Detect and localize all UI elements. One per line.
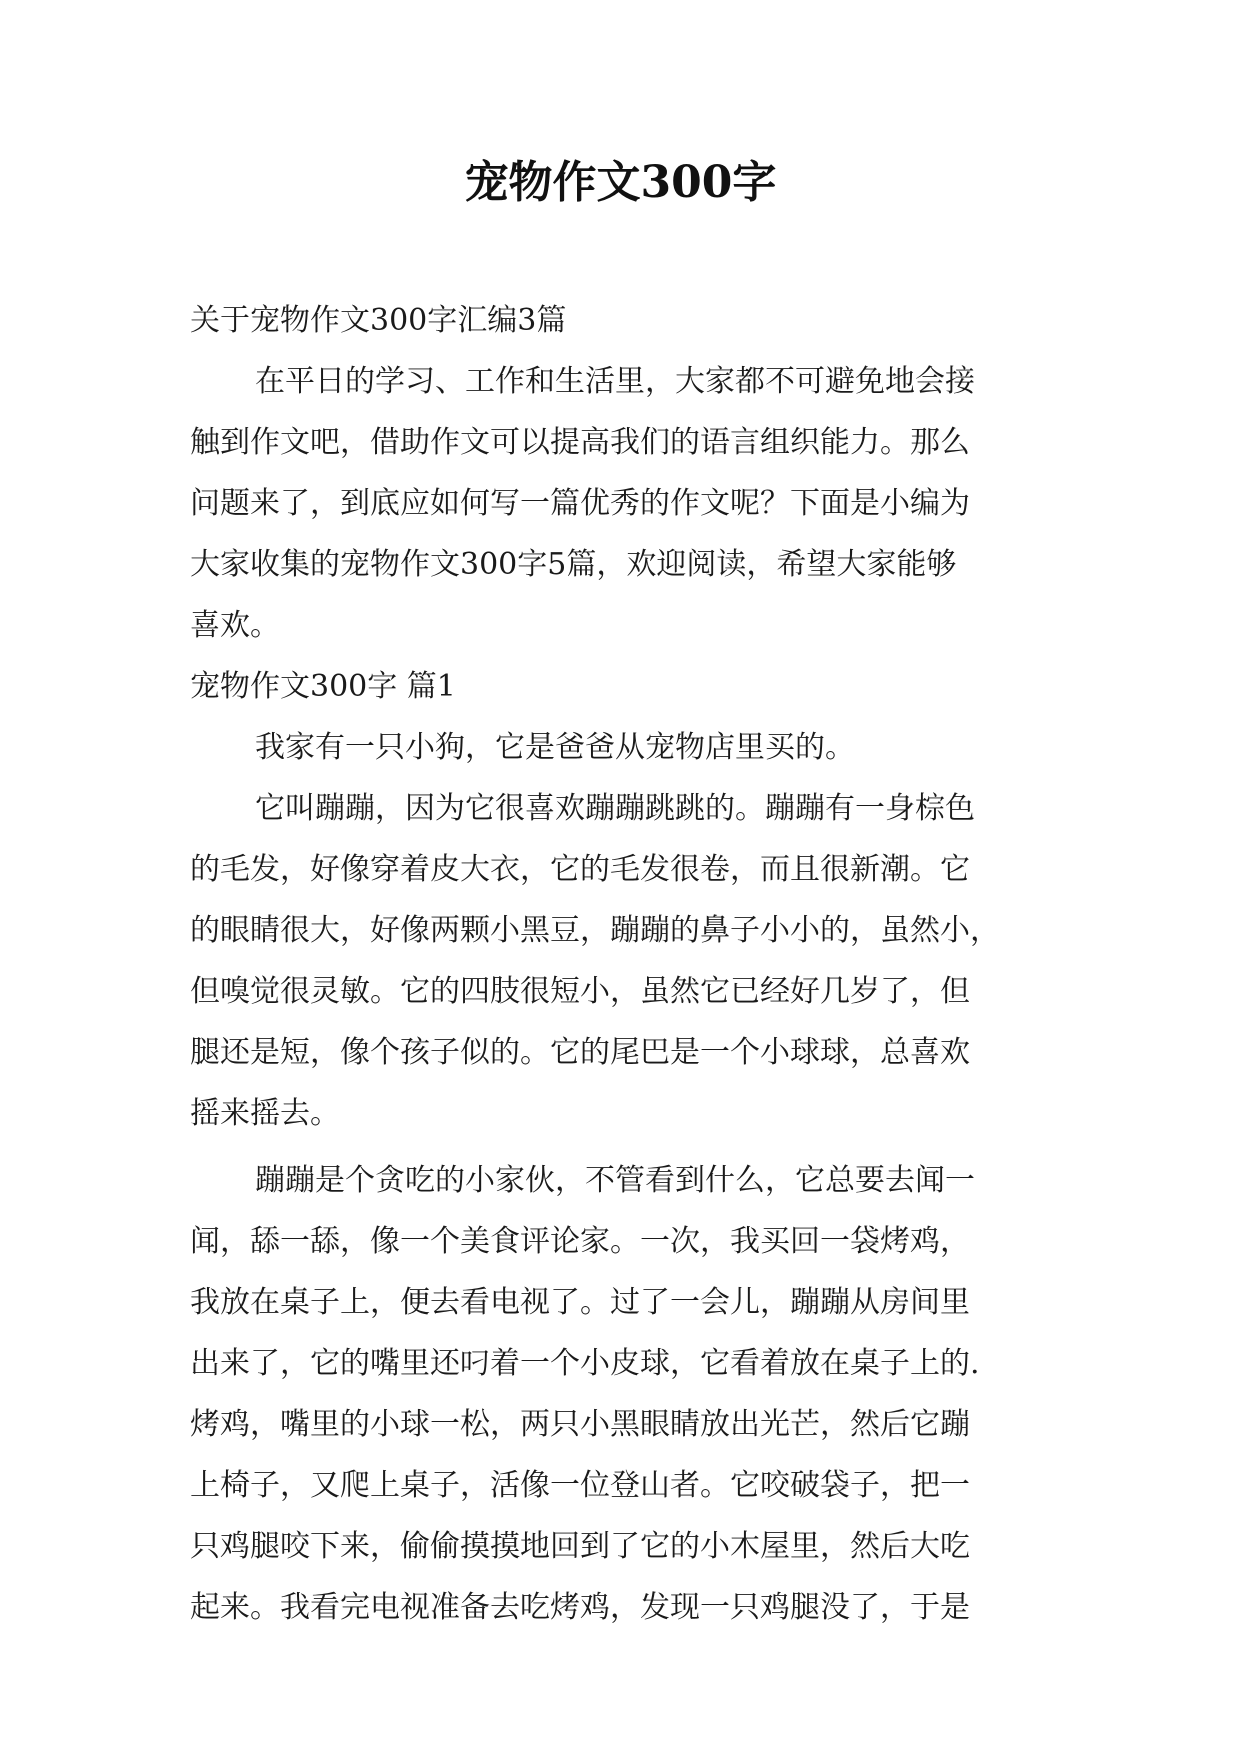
paragraph-line: 大家收集的宠物作文300字5篇，欢迎阅读，希望大家能够 [190,547,957,582]
paragraph-line: 我放在桌子上，便去看电视了。过了一会儿，蹦蹦从房间里 [190,1285,970,1320]
paragraph-line: 上椅子，又爬上桌子，活像一位登山者。它咬破袋子，把一 [190,1468,970,1503]
paragraph-line: 只鸡腿咬下来，偷偷摸摸地回到了它的小木屋里，然后大吃 [190,1529,970,1564]
paragraph-line: 起来。我看完电视准备去吃烤鸡，发现一只鸡腿没了，于是 [190,1590,970,1625]
paragraph-line: 摇来摇去。 [190,1096,340,1131]
paragraph-line: 的眼睛很大，好像两颗小黑豆，蹦蹦的鼻子小小的，虽然小， [190,913,1000,948]
document-title: 宠物作文300字 [464,157,777,208]
paragraph-line: 在平日的学习、工作和生活里，大家都不可避免地会接 [255,364,975,399]
paragraph-line: 触到作文吧，借助作文可以提高我们的语言组织能力。那么 [190,425,970,460]
paragraph-line: 喜欢。 [190,608,280,643]
paragraph-line: 腿还是短，像个孩子似的。它的尾巴是一个小球球，总喜欢 [190,1035,970,1070]
paragraph-line: 但嗅觉很灵敏。它的四肢很短小，虽然它已经好几岁了，但 [190,974,970,1009]
document-body [190,290,1056,1638]
paragraph-line: 出来了，它的嘴里还叼着一个小皮球，它看着放在桌子上的. [190,1346,980,1381]
paragraph-line: 烤鸡，嘴里的小球一松，两只小黑眼睛放出光芒，然后它蹦 [190,1407,970,1442]
section-heading: 宠物作文300字 篇1 [190,669,456,704]
paragraph-line: 蹦蹦是个贪吃的小家伙，不管看到什么，它总要去闻一 [255,1163,975,1198]
paragraph-line: 闻，舔一舔，像一个美食评论家。一次，我买回一袋烤鸡， [190,1224,970,1259]
paragraph-line: 问题来了，到底应如何写一篇优秀的作文呢？下面是小编为 [190,486,970,521]
paragraph-line: 我家有一只小狗，它是爸爸从宠物店里买的。 [255,730,855,765]
paragraph-line: 它叫蹦蹦，因为它很喜欢蹦蹦跳跳的。蹦蹦有一身棕色 [255,791,975,826]
paragraph-line: 的毛发，好像穿着皮大衣，它的毛发很卷，而且很新潮。它 [190,852,970,887]
subtitle-line: 关于宠物作文300字汇编3篇 [190,303,567,338]
